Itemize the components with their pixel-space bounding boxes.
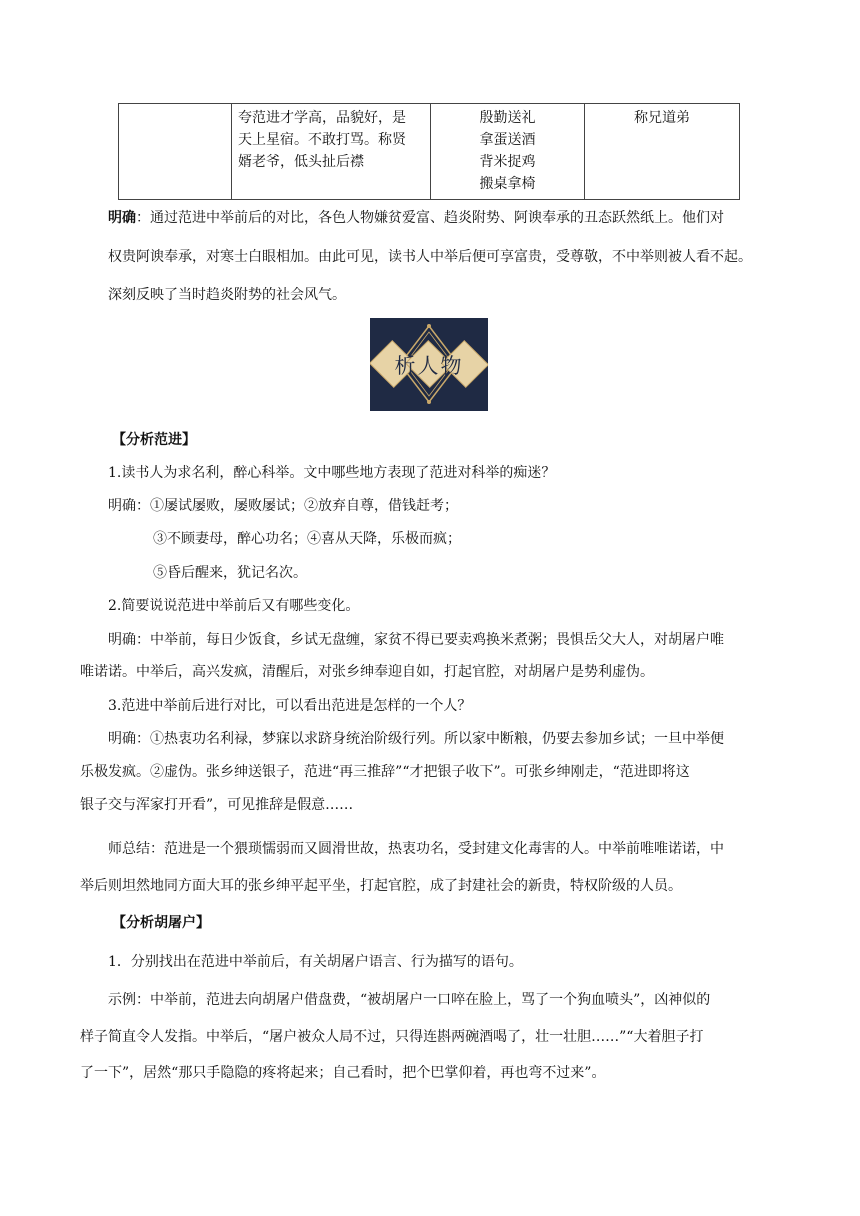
example-line: 示例：中举前，范进去向胡屠户借盘费，“被胡屠户一口啐在脸上，骂了一个狗血喷头”，凶神似的 [108,992,711,1008]
clarify-paragraph [108,202,784,235]
table-cell-actions [431,104,585,200]
table-cell-attitude: 称兄道弟 [585,104,740,200]
comparison-table [118,103,740,200]
summary-line: 举后则坦然地同方面大耳的张乡绅平起平坐，打起官腔，成了封建社会的新贵，特权阶级的人员。 [80,878,682,894]
example-line: 样子简直令人发指。中举后，“屠户被众人局不过，只得连斟两碗酒喝了，壮一壮胆……”“大着胆子打 [80,1029,704,1045]
clarify-line: 深刻反映了当时趋炎附势的社会风气。 [108,287,346,303]
answer-line: 乐极发疯。②虚伪。张乡绅送银子，范进“再三推辞”“才把银子收下”。可张乡绅刚走，“范进即将这 [80,764,690,780]
banner-title: 析人物 [394,353,464,378]
cell-line: 婿老爷，低头扯后襟 [238,154,364,170]
table-row [119,104,740,200]
example-line: 了一下”，居然“那只手隐隐的疼将起来；自己看时，把个巴掌仰着，再也弯不过来”。 [80,1065,606,1081]
answer-line: 唯诺诺。中举后，高兴发疯，清醒后，对张乡绅奉迎自如，打起官腔，对胡屠户是势利虚伪。 [80,664,654,680]
answer-line: ⑤昏后醒来，犹记名次。 [153,565,307,581]
summary-line: 师总结：范进是一个猥琐懦弱而又圆滑世故，热衷功名，受封建文化毒害的人。中举前唯唯诺诺，中 [108,841,724,857]
cell-line: 背米捉鸡 [479,154,536,170]
section-banner [370,318,488,411]
answer-line: 明确：①屡试屡败，屡败屡试；②放弃自尊，借钱赶考； [108,498,458,514]
question-2: 2.简要说说范进中举前后又有哪些变化。 [108,598,360,614]
cell-line: 搬桌拿椅 [479,176,536,192]
answer-line: 明确：中举前，每日少饭食，乡试无盘缠，家贫不得已要卖鸡换米煮粥；畏惧岳父大人，对胡屠户唯 [108,632,724,648]
clarify-text: ：通过范进中举前后的对比，各色人物嫌贫爱富、趋炎附势、阿谀奉承的丑态跃然纸上。他们对 [136,210,724,226]
cell-line: 拿蛋送酒 [479,132,536,148]
answer-line: 明确：①热衷功名利禄，梦寐以求跻身统治阶级行列。所以家中断粮，仍要去参加乡试；一旦中举便 [108,731,724,747]
table-cell-character [119,104,232,200]
section-heading: 【分析范进】 [112,432,196,448]
answer-line: 银子交与浑家打开看”，可见推辞是假意…… [80,797,354,813]
question-1: 1.读书人为求名利，醉心科举。文中哪些地方表现了范进对科举的痴迷？ [108,465,556,481]
table-cell-speech [232,104,431,200]
answer-line: ③不顾妻母，醉心功名；④喜从天降，乐极而疯； [153,531,461,547]
section-heading: 【分析胡屠户】 [112,915,210,931]
cell-line: 殷勤送礼 [479,110,536,126]
cell-line: 夸范进才学高，品貌好，是 [238,110,406,126]
clarify-line: 权贵阿谀奉承，对寒士白眼相加。由此可见，读书人中举后便可享富贵，受尊敬，不中举则被人看不起。 [108,249,752,265]
question-3: 3.范进中举前后进行对比，可以看出范进是怎样的一个人？ [108,698,472,714]
question-1: 1．分别找出在范进中举前后，有关胡屠户语言、行为描写的语句。 [108,954,523,970]
clarify-label: 明确 [108,210,136,226]
cell-line: 天上星宿。不敢打骂。称贤 [238,132,406,148]
